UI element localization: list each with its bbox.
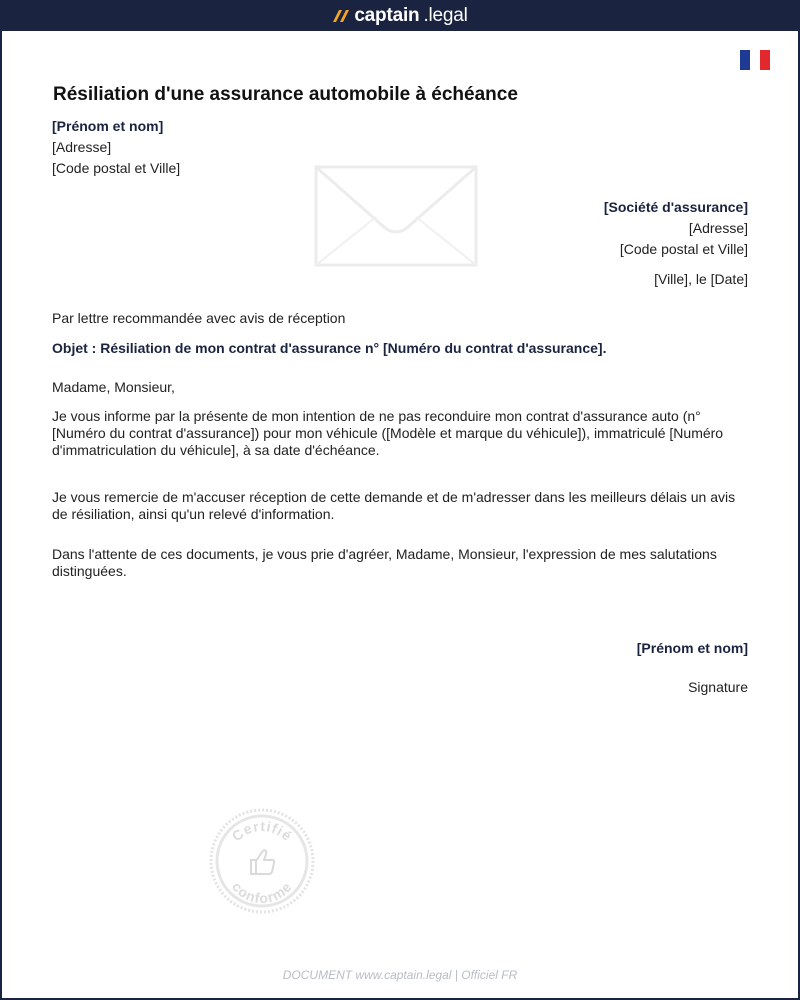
svg-text:conforme (229, 878, 295, 906)
france-flag-icon (740, 50, 770, 70)
recipient-company: [Société d'assurance] (603, 199, 748, 215)
sender-name: [Prénom et nom] (52, 118, 164, 134)
stamp-bottom-text: conforme (228, 878, 296, 907)
document-title: Résiliation d'une assurance automobile à échéance (53, 84, 518, 105)
body-paragraph-1: Je vous informe par la présente de mon intention de ne pas reconduire mon contrat d'assurance auto (n° [Numéro du contrat d'assurance]) pour mon véhicule ([Modèle et marque du véhicule]), immatriculé [Numéro d'immatriculation du véhicule], à sa date d'échéance. (52, 408, 724, 458)
salutation: Madame, Monsieur, (52, 379, 175, 395)
signer-name: [Prénom et nom] (636, 640, 748, 656)
body-paragraph-2: Je vous remercie de m'accuser réception de cette demande et de m'adresser dans les meilleurs délais un avis de résiliation, ainsi qu'un relevé d'information. (52, 489, 736, 522)
document-page (2, 31, 798, 998)
brand-name: captain (354, 5, 420, 26)
document-footer: DOCUMENT www.captain.legal | Officiel FR (282, 968, 518, 982)
recipient-address: [Adresse] (688, 220, 748, 236)
sender-city: [Code postal et Ville] (52, 160, 181, 176)
sender-address: [Adresse] (52, 139, 112, 155)
signature-label: Signature (688, 679, 748, 695)
recipient-city: [Code postal et Ville] (619, 241, 748, 257)
brand-tld: .legal (423, 5, 468, 26)
delivery-mode: Par lettre recommandée avec avis de réception (52, 310, 346, 326)
flag-stripe-white (750, 50, 760, 70)
logo-slashes-icon (332, 9, 350, 23)
certified-stamp-icon (207, 806, 317, 916)
flag-stripe-red (760, 50, 770, 70)
thumbs-up-icon (251, 850, 274, 874)
top-bar (0, 0, 800, 31)
place-date: [Ville], le [Date] (654, 271, 748, 287)
brand-logo[interactable] (332, 6, 467, 25)
subject-line: Objet : Résiliation de mon contrat d'assurance n° [Numéro du contrat d'assurance]. (52, 340, 607, 356)
body-paragraph-3: Dans l'attente de ces documents, je vous prie d'agréer, Madame, Monsieur, l'expression de mes salutations distinguées. (52, 546, 717, 579)
flag-stripe-blue (740, 50, 750, 70)
envelope-watermark-icon (314, 165, 478, 267)
stamp-top-text: Certifié (228, 817, 296, 845)
